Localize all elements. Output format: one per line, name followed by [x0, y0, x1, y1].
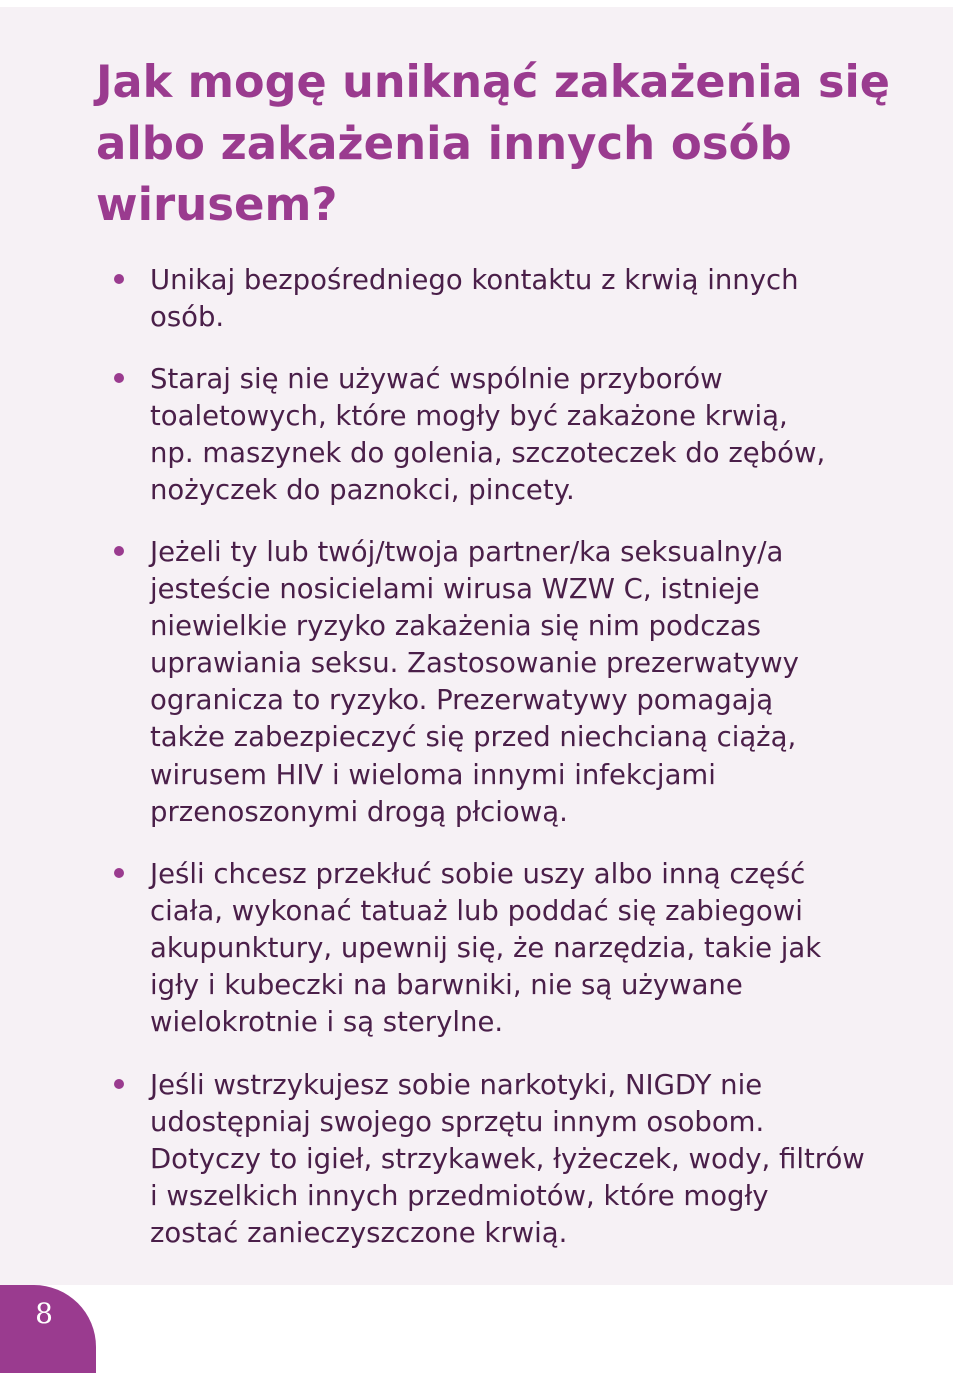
list-item-line: wielokrotnie i są sterylne. — [150, 1006, 504, 1039]
list-item-line: zostać zanieczyszczone krwią. — [150, 1217, 568, 1250]
list-item-line: ciała, wykonać tatuaż lub poddać się zabiegowi — [150, 895, 803, 928]
list-item-line: Dotyczy to igieł, strzykawek, łyżeczek, wody, filtrów — [150, 1143, 865, 1176]
bullet-dot-icon — [114, 274, 124, 284]
list-item-line: i wszelkich innych przedmiotów, które mogły — [150, 1180, 769, 1213]
list-item-line: Jeżeli ty lub twój/twoja partner/ka seksualny/a — [150, 536, 784, 568]
list-item — [150, 262, 920, 336]
list-item-line: Staraj się nie używać wspólnie przyborów — [150, 363, 723, 395]
page-title — [96, 52, 896, 235]
list-item-line: Jeśli chcesz przekłuć sobie uszy albo inną część — [150, 858, 806, 890]
bullet-dot-icon — [114, 1079, 124, 1089]
bullet-dot-icon — [114, 373, 124, 383]
list-item-line: przenoszonymi drogą płciową. — [150, 795, 568, 828]
list-item-line: Unikaj bezpośredniego kontaktu z krwią innych — [150, 264, 799, 296]
bullet-dot-icon — [114, 546, 124, 556]
list-item — [150, 534, 920, 831]
list-item-line: udostępniaj swojego sprzętu innym osobom. — [150, 1106, 765, 1139]
page-number: 8 — [35, 1297, 53, 1330]
list-item-line: nożyczek do paznokci, pincety. — [150, 474, 575, 507]
list-item-line: wirusem HIV i wieloma innymi infekcjami — [150, 758, 716, 791]
title-line: wirusem? — [96, 178, 338, 231]
list-item-line: osób. — [150, 301, 225, 334]
list-item-line: igły i kubeczki na barwniki, nie są używane — [150, 969, 743, 1002]
list-item-line: np. maszynek do golenia, szczoteczek do zębów, — [150, 437, 826, 470]
list-item-line: toaletowych, które mogły być zakażone krwią, — [150, 400, 788, 433]
list-item-line: ogranicza to ryzyko. Prezerwatywy pomagają — [150, 684, 774, 717]
list-item-line: jesteście nosicielami wirusa WZW C, istnieje — [150, 573, 760, 606]
list-item-line: uprawiania seksu. Zastosowanie prezerwatywy — [150, 647, 799, 680]
list-item-line: niewielkie ryzyko zakażenia się nim podczas — [150, 610, 762, 643]
list-item — [150, 856, 920, 1041]
title-line: albo zakażenia innych osób — [96, 117, 792, 170]
list-item — [150, 361, 920, 509]
list-item — [150, 1067, 920, 1252]
list-item-line: akupunktury, upewnij się, że narzędzia, takie jak — [150, 932, 822, 965]
title-line: Jak mogę uniknąć zakażenia się — [96, 57, 890, 108]
list-item-line: Jeśli wstrzykujesz sobie narkotyki, NIGDY nie — [150, 1069, 763, 1101]
list-item-line: także zabezpieczyć się przed niechcianą ciążą, — [150, 721, 797, 754]
bullet-dot-icon — [114, 868, 124, 878]
